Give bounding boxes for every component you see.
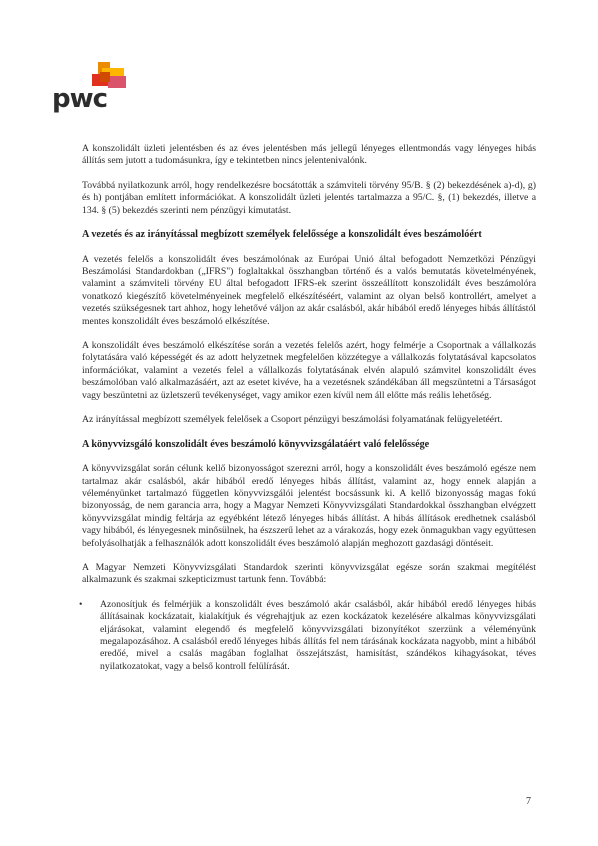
paragraph-audit-objective: A könyvvizsgálat során célunk kellő bizonyosságot szerezni arról, hogy a konszolidált éves beszámoló egésze nem tartalmaz akár csalásból, akár hibából eredő lényeges hibás állítást, valamint az, hogy ennek alapján a véleményünket tartalmazó független könyvvizsgálói jelentést bocsássunk ki. A kellő bizonyosság magas fokú bizonyosság, de nem garancia arra, hogy a Magyar Nemzeti Könyvvizsgálati Standardokkal összhangban elvégzett könyvvizsgálat mindig feltárja az egyébként létező lényeges hibás állítást. A hibás állítások eredhetnek csalásból vagy hibából, és lényegesnek minősülnek, ha észszerű lehet az a várakozás, hogy ezek önmagukban vagy együttesen befolyásolhatják a felhasználók adott konszolidált éves beszámoló alapján meghozott gazdasági döntéseit. — [82, 463, 536, 549]
document-body — [79, 143, 536, 673]
heading-management-responsibility: A vezetés és az irányítással megbízott személyek felelőssége a konszolidált éves beszámolóért — [82, 229, 482, 241]
heading-auditor-responsibility: A könyvvizsgáló konszolidált éves beszámoló könyvvizsgálatáért való felelőssége — [82, 438, 430, 450]
bullet-text: Azonosítjuk és felmérjük a konszolidált éves beszámoló akár csalásból, akár hibából eredő lényeges hibás állításainak kockázatait, kialakítjuk és végrehajtjuk az ezen kockázatok kezelésére alkalmas könyvvizsgálati eljárásokat, valamint elegendő és megfelelő könyvvizsgálati bizonyítékot szerzünk a véleményünk megalapozásához. A csalásból eredő lényeges hibás állítás fel nem tárásának kockázata nagyobb, mint a hibából eredőé, mivel a csalás magában foglalhat összejátszást, hamisítást, szándékos kihagyásokat, téves nyilatkozatokat, vagy a belső kontroll felülírását. — [100, 598, 536, 672]
pwc-wordmark: pwc — [52, 84, 108, 114]
paragraph-management-responsibility: A vezetés felelős a konszolidált éves beszámolónak az Európai Unió által befogadott Nemzetközi Pénzügyi Beszámolási Standardokban („IFRS") foglaltakkal összhangban történő és a valós bemutatás követelményének, valamint a számviteli törvény EU által befogadott IFRS-ek szerint összeállított konszolidált éves beszámolóra vonatkozó kiegészítő követelményeinek megfelelő elkészítéséért, valamint az olyan belső kontrollért, amelyet a vezetés szükségesnek tart ahhoz, hogy lehetővé váljon az akár csalásból, akár hibából eredő lényeges hibás állítástól mentes konszolidált éves beszámoló elkészítése. — [82, 253, 536, 327]
bullet-icon: • — [79, 598, 83, 610]
paragraph-declaration: Továbbá nyilatkozunk arról, hogy rendelkezésre bocsátották a számviteli törvény 95/B. § (2) bekezdésének a)-d), g) és h) pontjában említett információkat. A konszolidált üzleti jelentés tartalmazza a 95/C. §, (1) bekezdés, illetve a 134. § (5) bekezdés szerinti nem pénzügyi kimutatást. — [82, 179, 536, 216]
paragraph-going-concern: A konszolidált éves beszámoló elkészítése során a vezetés felelős azért, hogy felmérje a Csoportnak a vállalkozás folytatására való képességét és az adott helyzetnek megfelelően közzétegye a vállalkozás folytatásával kapcsolatos információkat, valamint a vezetés felel a vállalkozás folytatásának elvén alapuló számvitel konszolidált éves beszámolóban való alkalmazásáért, azt az esetet kivéve, ha a vezetésnek szándékában áll megszüntetni a Társaságot vagy beszüntetni az üzletszerű tevékenységet, vagy amikor ezen kívül nem áll előtte más reális lehetőség. — [82, 340, 536, 401]
paragraph-governance-oversight: Az irányítással megbízott személyek felelősek a Csoport pénzügyi beszámolási folyamatának felügyeletéért. — [82, 414, 503, 426]
page-number: 7 — [526, 796, 531, 807]
pwc-logo — [52, 58, 132, 122]
paragraph-other-information: A konszolidált üzleti jelentésben és az éves jelentésben más jellegű lényeges ellentmondás vagy lényeges hibás állítás sem jutott a tudomásunkra, így e tekintetben nincs jelentenivalónk. — [82, 143, 536, 167]
bullet-item-risk-assessment — [79, 598, 536, 673]
paragraph-professional-judgement: A Magyar Nemzeti Könyvvizsgálati Standardok szerinti könyvvizsgálat egésze során szakmai megítélést alkalmazunk és szakmai szkepticizmust tartunk fenn. Továbbá: — [82, 561, 536, 586]
